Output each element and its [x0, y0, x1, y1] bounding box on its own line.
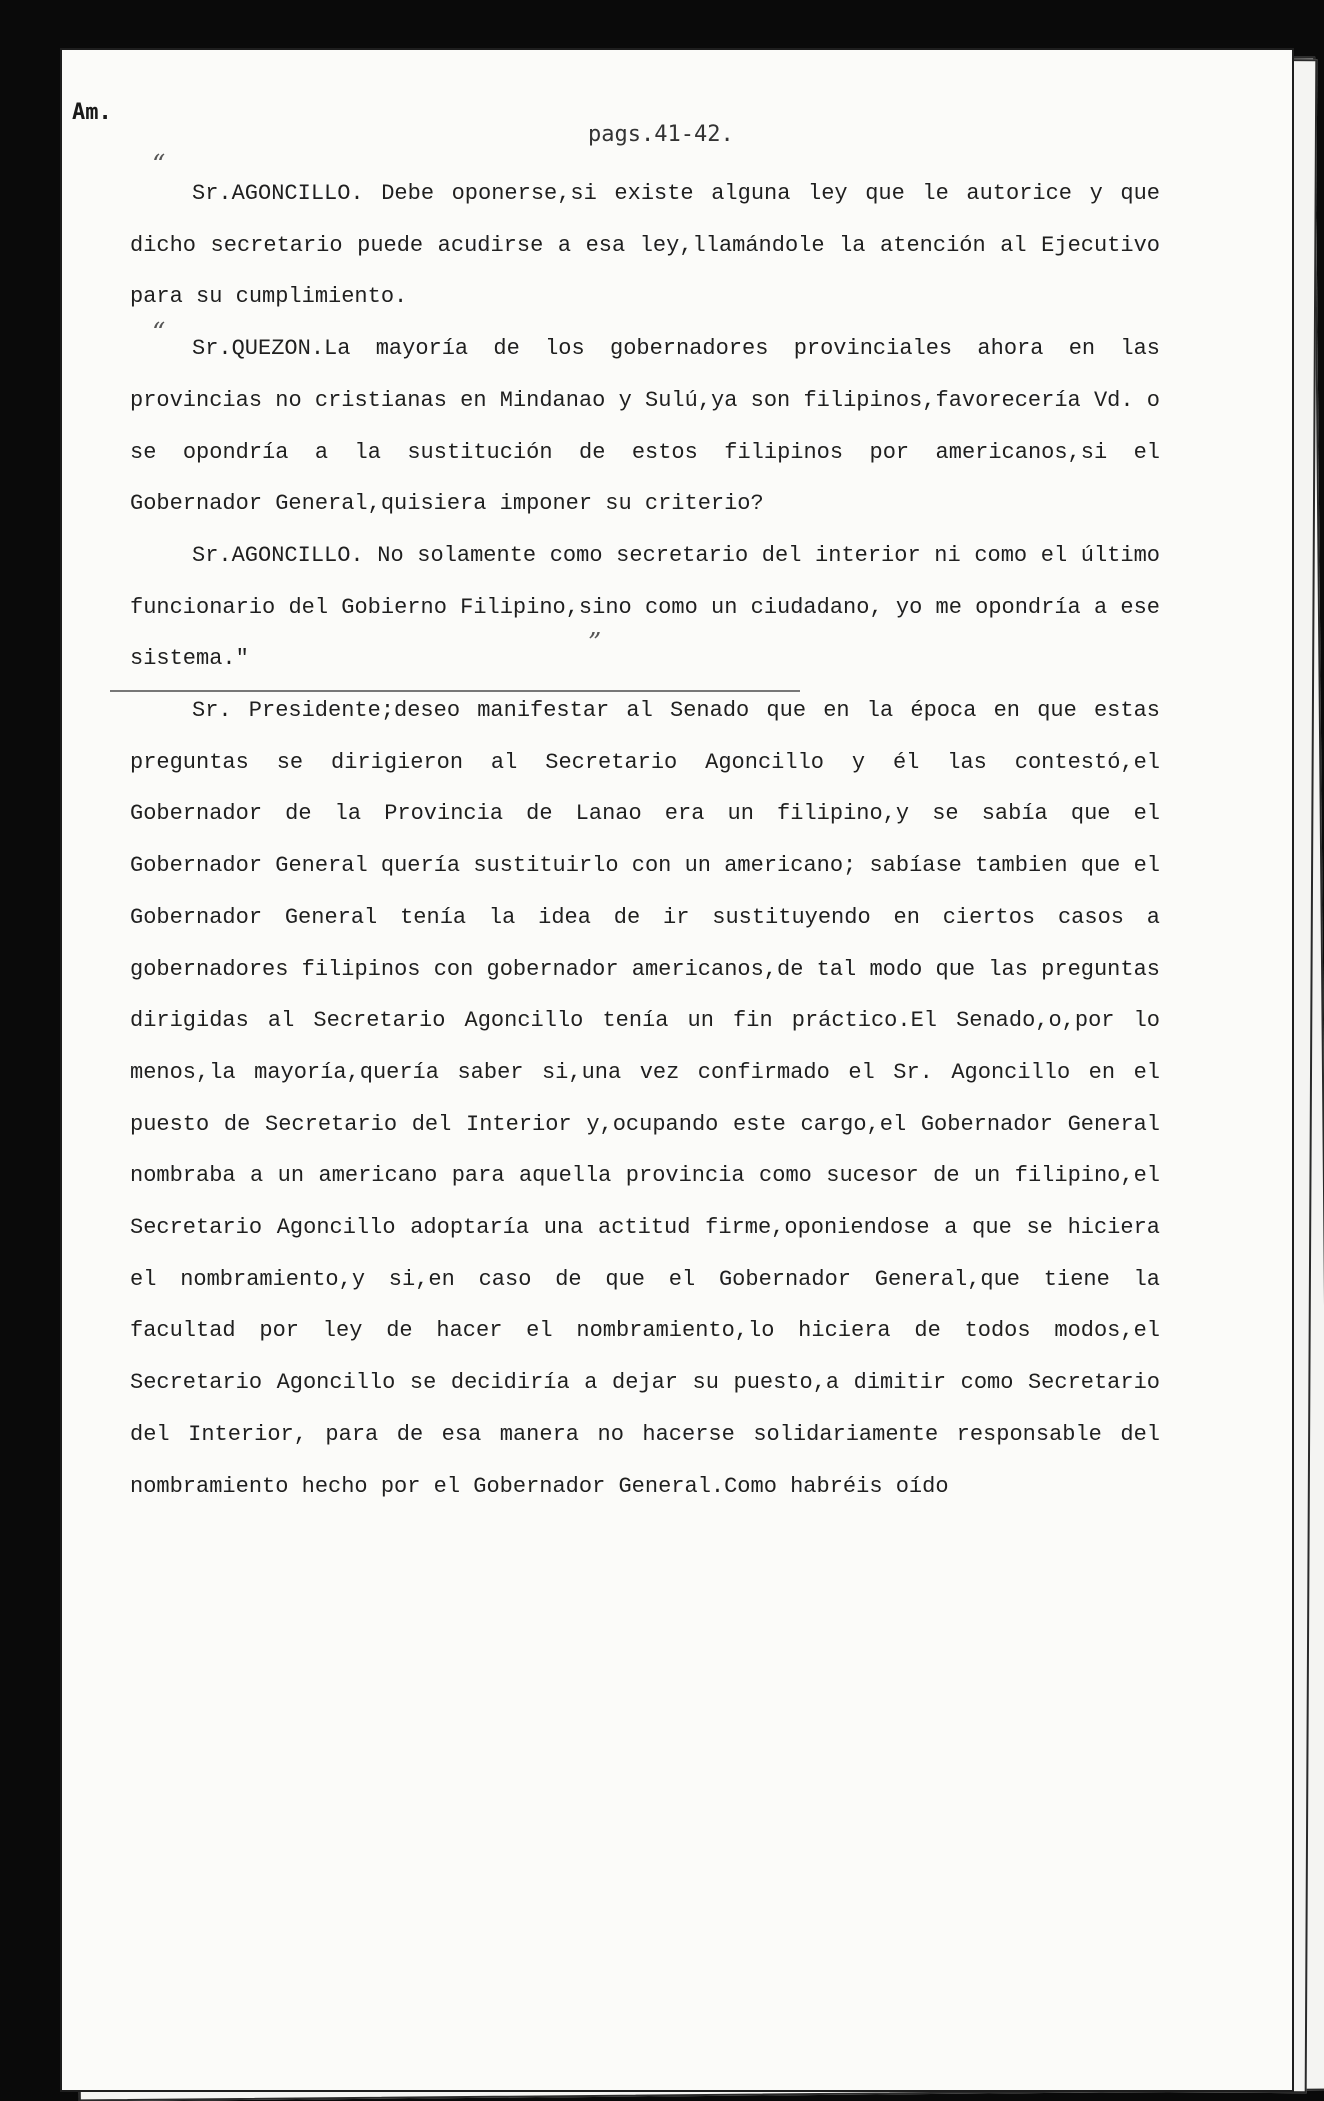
handwritten-quote-mark-3: ” — [588, 628, 602, 658]
margin-mark: Am. — [72, 100, 112, 125]
document-body — [130, 168, 1160, 1512]
paragraph-agoncillo-2: Sr.AGONCILLO. No solamente como secretario del interior ni como el último funcionario del Gobierno Filipino,sino como un ciudadano, yo me opondría a ese sistema." — [130, 542, 1160, 672]
page-reference: pags.41-42. — [588, 122, 734, 147]
paragraph-quezon: Sr.QUEZON.La mayoría de los gobernadores provinciales ahora en las provincias no cristianas en Mindanao y Sulú,ya son filipinos,favorecería Vd. o se opondría a la sustitución de estos filipinos por americanos,si el Gobernador General,quisiera imponer su criterio? — [130, 336, 1160, 517]
paragraph-agoncillo-1: Sr.AGONCILLO. Debe oponerse,si existe alguna ley que le autorice y que dicho secretario puede acudirse a esa ley,llamándole la atención al Ejecutivo para su cumplimiento. — [130, 181, 1160, 310]
handwritten-quote-mark-1: “ — [152, 150, 166, 180]
handwritten-quote-mark-2: “ — [152, 318, 166, 348]
paragraph-presidente: Sr. Presidente;deseo manifestar al Senado que en la época en que estas preguntas se dirigieron al Secretario Agoncillo y él las contestó,el Gobernador de la Provincia de Lanao era un filipino,y se sabía que el Gobernador General quería sustituirlo con un americano; sabíase tambien que el Gobernador General tenía la idea de ir sustituyendo en ciertos casos a gobernadores filipinos con gobernador americanos,de tal modo que las preguntas dirigidas al Secretario Agoncillo tenía un fin práctico.El Senado,o,por lo menos,la mayoría,quería saber si,una vez confirmado el Sr. Agoncillo en el puesto de Secretario del Interior y,ocupando este cargo,el Gobernador General nombraba a un americano para aquella provincia como sucesor de un filipino,el Secretario Agoncillo adoptaría una actitud firme,oponiendose a que se hiciera el nombramiento,y si,en caso de que el Gobernador General,que tiene la facultad por ley de hacer el nombramiento,lo hiciera de todos modos,el Secretario Agoncillo se decidiría a dejar su puesto,a dimitir como Secretario del Interior, para de esa manera no hacerse solidariamente responsable del nombramiento hecho por el Gobernador General.Como habréis oído — [130, 698, 1160, 1499]
